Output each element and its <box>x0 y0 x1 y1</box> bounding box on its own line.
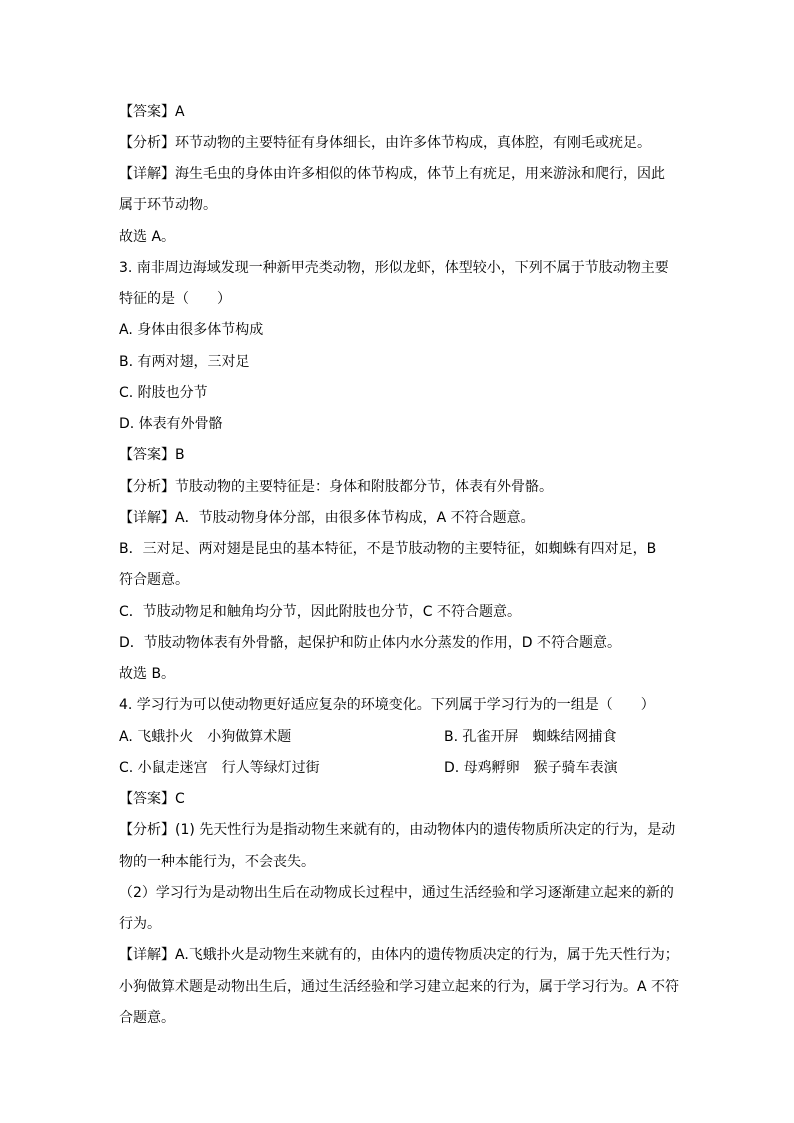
option-b: B. 有两对翅，三对足 <box>119 354 250 370</box>
analysis-line: （2）学习行为是动物出生后在动物成长过程中，通过生活经验和学习逐渐建立起来的新的 <box>119 885 674 901</box>
answer-line: 【答案】A <box>119 104 185 120</box>
explanation-line: B．三对足、两对翅是昆虫的基本特征，不是节肢动物的主要特征，如蜘蛛有四对足，B <box>119 541 657 557</box>
answer-line: 【答案】C <box>119 791 185 807</box>
question-3-line: 3. 南非周边海域发现一种新甲壳类动物，形似龙虾，体型较小，下列不属于节肢动物主要 <box>119 260 669 276</box>
option-b: B. 孔雀开屏 蜘蛛结网捕食 <box>444 729 617 745</box>
question-4-line: 4. 学习行为可以使动物更好适应复杂的环境变化。下列属于学习行为的一组是（ ） <box>119 697 655 713</box>
option-c: C. 小鼠走迷宫 行人等绿灯过街 <box>119 760 320 776</box>
option-d: D. 体表有外骨骼 <box>119 416 223 432</box>
explanation-line: 合题意。 <box>119 1010 175 1026</box>
analysis-line: 【分析】节肢动物的主要特征是：身体和附肢都分节，体表有外骨骼。 <box>119 479 553 495</box>
explanation-line: 【详解】海生毛虫的身体由许多相似的体节构成，体节上有疣足，用来游泳和爬行，因此 <box>119 166 665 182</box>
explanation-line: C．节肢动物足和触角均分节，因此附肢也分节，C 不符合题意。 <box>119 604 521 620</box>
option-c: C. 附肢也分节 <box>119 385 208 401</box>
explanation-line: 小狗做算术题是动物出生后，通过生活经验和学习建立起来的行为，属于学习行为。A 不符 <box>119 979 680 995</box>
analysis-line: 物的一种本能行为，不会丧失。 <box>119 854 315 870</box>
analysis-line: 【分析】(1) 先天性行为是指动物生来就有的，由动物体内的遗传物质所决定的行为，是动 <box>119 822 676 838</box>
conclusion-line: 故选 B。 <box>119 666 176 682</box>
explanation-line: 属于环节动物。 <box>119 197 217 213</box>
explanation-line: 【详解】A.飞蛾扑火是动物生来就有的，由体内的遗传物质决定的行为，属于先天性行为； <box>119 947 679 963</box>
option-a: A. 飞蛾扑火 小狗做算术题 <box>119 729 292 745</box>
question-3-line: 特征的是（ ） <box>119 291 231 307</box>
option-d: D. 母鸡孵卵 猴子骑车表演 <box>444 760 618 776</box>
explanation-line: 【详解】A．节肢动物身体分部，由很多体节构成，A 不符合题意。 <box>119 510 535 526</box>
analysis-line: 【分析】环节动物的主要特征有身体细长，由许多体节构成，真体腔，有刚毛或疣足。 <box>119 135 651 151</box>
conclusion-line: 故选 A。 <box>119 229 176 245</box>
explanation-line: 符合题意。 <box>119 572 189 588</box>
explanation-line: D．节肢动物体表有外骨骼，起保护和防止体内水分蒸发的作用，D 不符合题意。 <box>119 635 622 651</box>
answer-line: 【答案】B <box>119 447 185 463</box>
option-a: A. 身体由很多体节构成 <box>119 322 264 338</box>
analysis-line: 行为。 <box>119 916 161 932</box>
